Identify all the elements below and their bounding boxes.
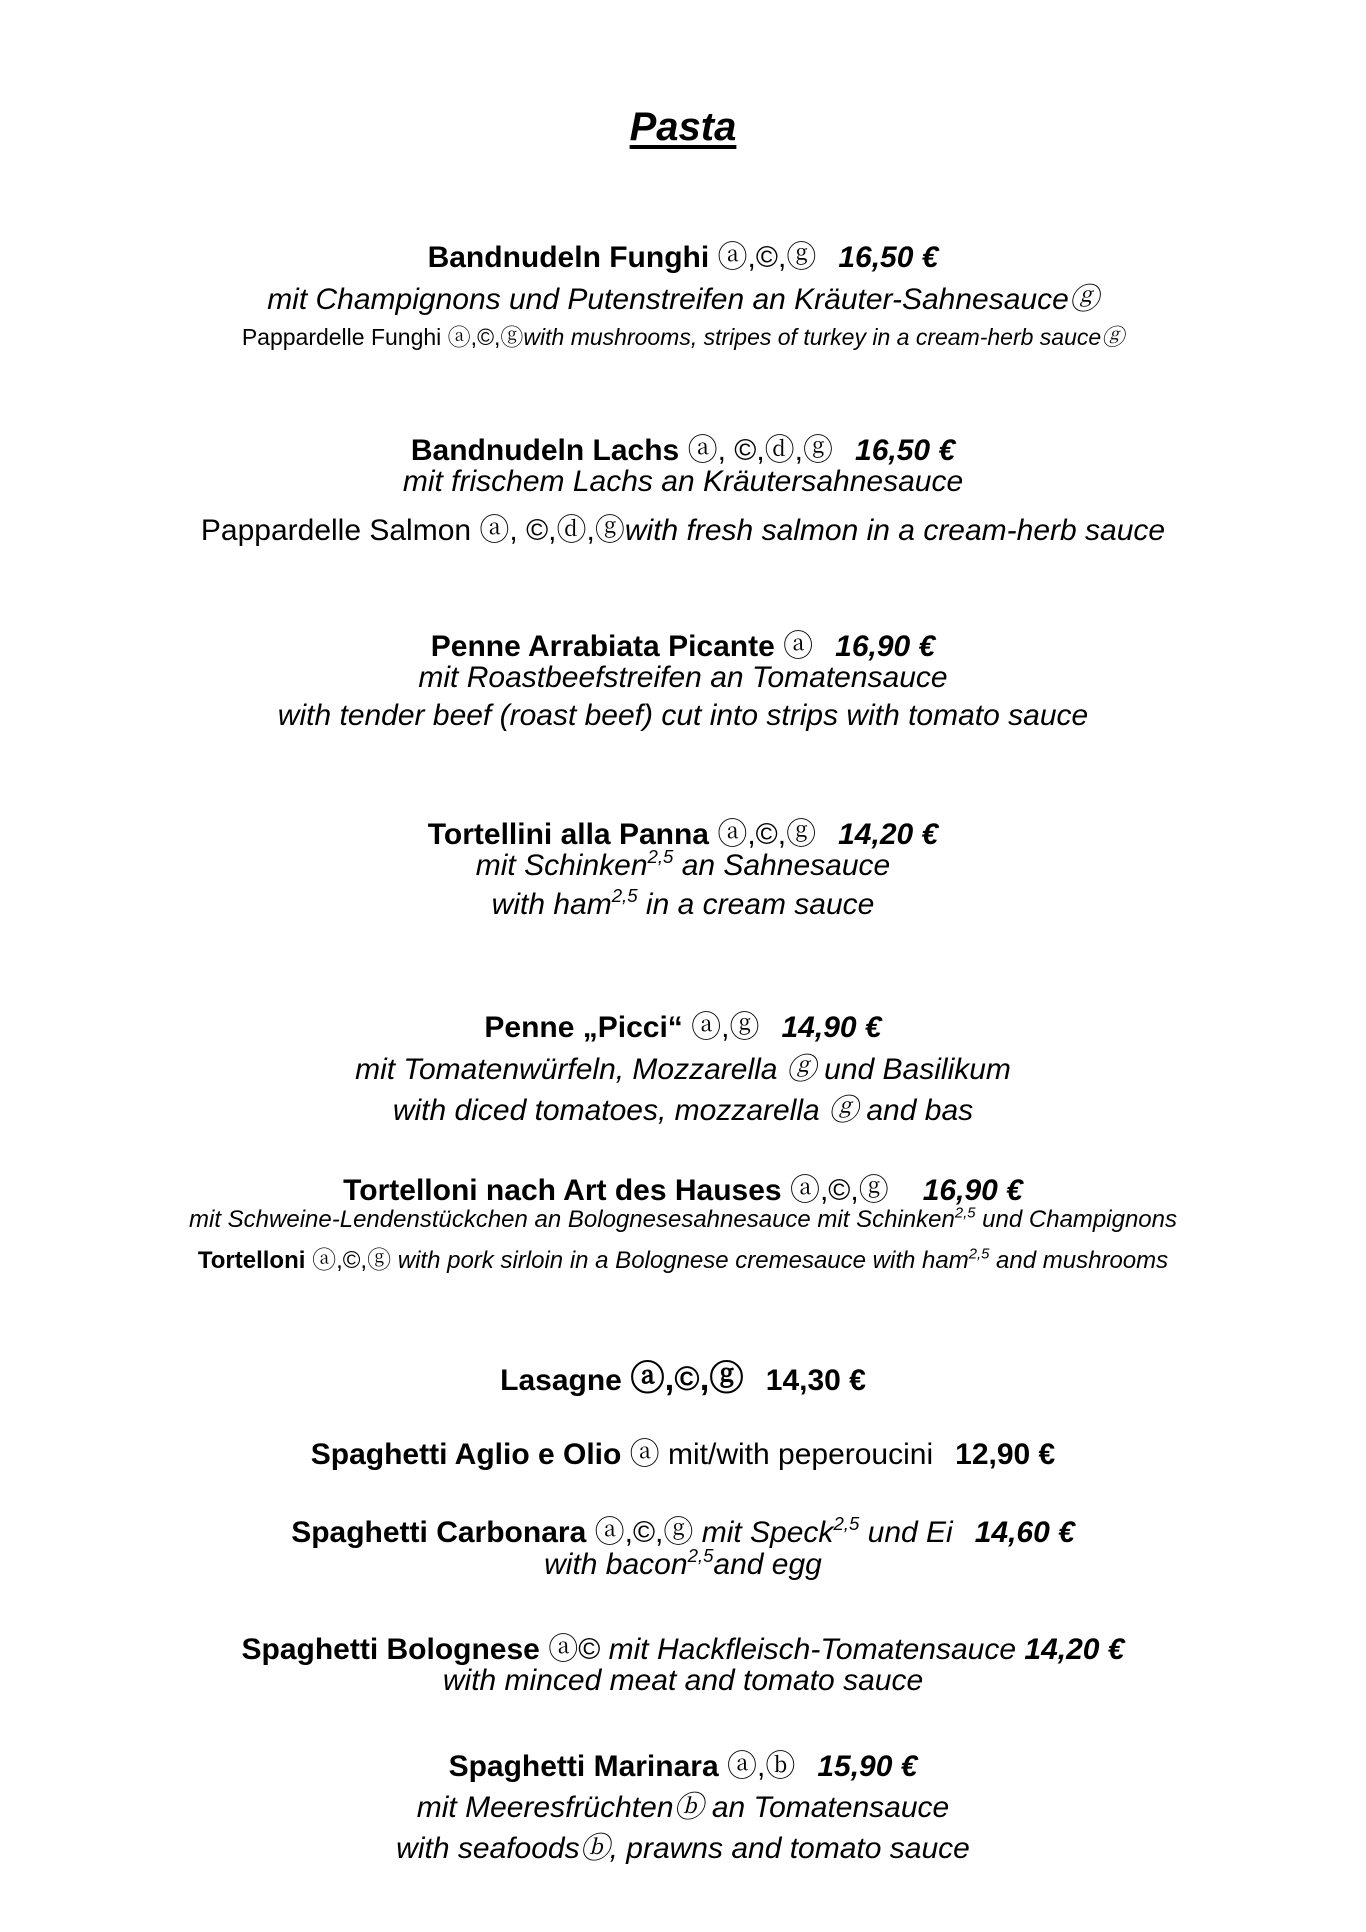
item-carbonara-heading: Spaghetti Carbonara ⓐ,©,ⓖ mit Speck$^{2,5}$ und Ei 14,60 €	[291, 1512, 1075, 1549]
item-tortelloni-hauses-heading	[0, 1165, 1366, 1209]
description-en	[0, 319, 1366, 352]
dish-name: Tortelloni nach Art des Hauses	[343, 1174, 782, 1207]
english-dish-name: Pappardelle Salmon ⓐ, ©,ⓓ,ⓖ	[200, 514, 625, 547]
dish-name: Spaghetti Carbonara	[291, 1516, 587, 1549]
item-bandnudeln-lachs-heading	[0, 425, 1366, 469]
item-marinara-heading	[0, 1741, 1366, 1785]
description-en: with seafoodsⓑ, prawns and tomato sauce	[396, 1832, 970, 1865]
description-en: Tortelloni ⓐ,©,ⓖ with pork sirloin in a Bolognese cremesauce with ham$^{2,5}$ and mushrooms	[197, 1246, 1169, 1274]
dish-name: Bandnudeln Lachs	[410, 434, 680, 467]
description-de: mit Meeresfrüchtenⓑ an Tomatensauce	[416, 1791, 950, 1824]
dish-price: 15,90 €	[817, 1750, 918, 1783]
description-en: with tender beef (roast beef) cut into strips with tomato sauce	[277, 699, 1089, 732]
description-de: mit Schweine-Lendenstückchen an Bolognesesahnesauce mit Schinken$^{2,5}$ und Champignons	[189, 1205, 1177, 1233]
dish-price: 16,90 €	[922, 1174, 1023, 1207]
item-bandnudeln-funghi-heading	[0, 232, 1366, 276]
dish-price: 14,90 €	[781, 1011, 882, 1044]
dish-price: 14,20 €	[1024, 1633, 1125, 1666]
page-title: Pasta	[629, 105, 737, 149]
description-de: mit Hackfleisch-Tomatensauce	[600, 1633, 1017, 1666]
dish-price: 14,30 €	[765, 1364, 866, 1397]
description-en: with minced meat and tomato sauce	[442, 1664, 924, 1697]
allergen-codes: ⓐ	[783, 630, 814, 663]
description-de: mit Tomatenwürfeln, Mozzarella ⓖ und Basilikum	[355, 1053, 1011, 1086]
allergen-codes: ⓐ,©,ⓖ	[594, 1516, 694, 1549]
item-bolognese-heading	[0, 1624, 1366, 1668]
description-en: with bacon$^{2,5}$and egg	[544, 1544, 822, 1581]
dish-name: Spaghetti Marinara	[448, 1750, 719, 1783]
dish-note: mit/with peperoucini	[659, 1438, 934, 1471]
english-description: with fresh salmon in a cream-herb sauce	[624, 514, 1166, 547]
dish-price: 16,50 €	[855, 434, 956, 467]
dish-price: 16,90 €	[835, 630, 936, 663]
dish-name: Tortellini alla Panna	[427, 818, 709, 851]
allergen-codes: ⓐ,©,ⓖ	[717, 241, 817, 274]
item-tortellini-panna-heading	[0, 809, 1366, 853]
dish-name: Penne Arrabiata Picante	[430, 630, 775, 663]
allergen-codes: ⓐ,ⓑ	[726, 1750, 796, 1783]
allergen-codes: ⓐ,©,ⓖ	[717, 818, 817, 851]
english-description: with mushrooms, stripes of turkey in a cream-herb sauceⓖ	[523, 324, 1125, 350]
allergen-codes: ⓐ,©,ⓖ	[630, 1360, 744, 1398]
description-de: mit frischem Lachs an Kräutersahnesauce	[402, 465, 964, 498]
english-dish-name: Pappardelle Funghi ⓐ,©,ⓖ	[241, 324, 524, 350]
dish-price: 16,50 €	[838, 241, 939, 274]
allergen-codes: ⓐ	[629, 1438, 660, 1471]
dish-name: Lasagne	[500, 1364, 622, 1397]
dish-name: Bandnudeln Funghi	[427, 241, 710, 274]
dish-price: 14,20 €	[838, 818, 939, 851]
allergen-codes: ⓐ,©,ⓖ	[789, 1174, 889, 1207]
allergen-codes: ⓐ©	[548, 1633, 601, 1666]
item-aglio-olio-heading	[0, 1429, 1366, 1473]
description-en: with ham$^{2,5}$ in a cream sauce	[491, 884, 875, 921]
item-penne-arrabiata-heading	[0, 621, 1366, 665]
allergen-codes: ⓐ,ⓖ	[691, 1011, 760, 1044]
description-de: mit Roastbeefstreifen an Tomatensauce	[418, 661, 948, 694]
dish-price: 12,90 €	[955, 1438, 1056, 1471]
description-de: mit Champignons und Putenstreifen an Kräuter-Sahnesauceⓖ	[267, 283, 1099, 316]
english-dish-name: Tortelloni	[197, 1247, 306, 1274]
description-de: mit Schinken$^{2,5}$ an Sahnesauce	[475, 845, 891, 882]
allergen-codes: ⓐ,©,ⓖ	[305, 1247, 392, 1274]
dish-name: Penne „Picci“	[484, 1011, 683, 1044]
dish-price: 14,60 €	[974, 1516, 1075, 1549]
dish-name: Spaghetti Aglio e Olio	[310, 1438, 622, 1471]
description-en	[0, 505, 1366, 549]
item-lasagne-heading	[0, 1350, 1366, 1400]
description-en: with diced tomatoes, mozzarella ⓖ and bas	[392, 1094, 974, 1127]
dish-name: Spaghetti Bolognese	[241, 1633, 540, 1666]
allergen-codes: ⓐ, ©,ⓓ,ⓖ	[687, 434, 834, 467]
item-penne-picci-heading	[0, 1002, 1366, 1046]
